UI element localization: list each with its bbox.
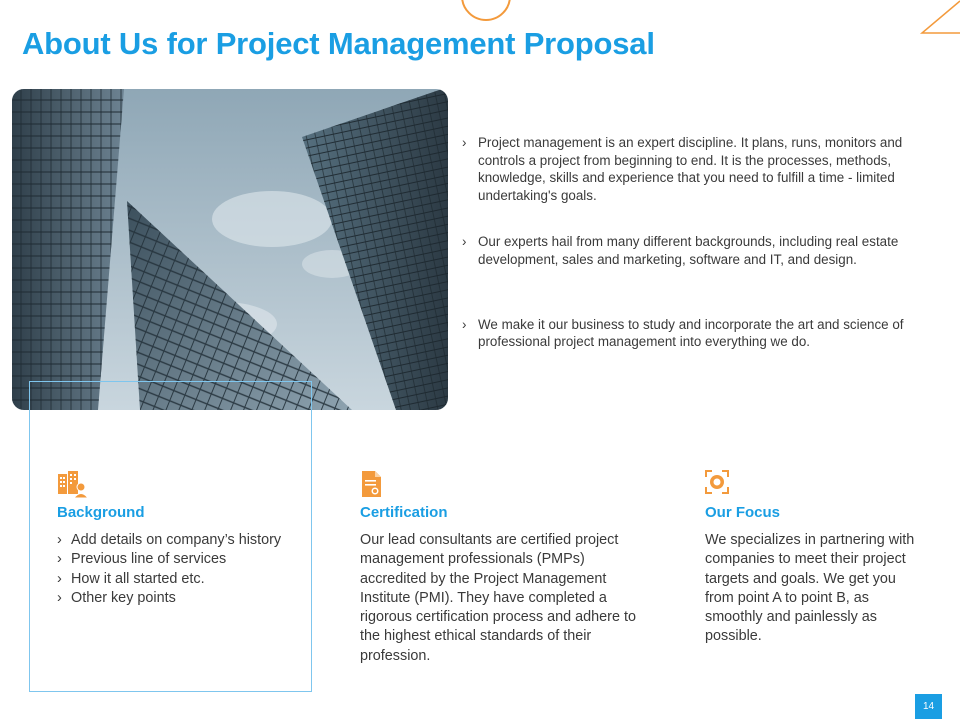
- certification-section: [360, 470, 660, 666]
- list-item-text: Previous line of services: [71, 551, 227, 568]
- background-heading: Background: [57, 504, 145, 521]
- list-item: [462, 233, 947, 268]
- page-number-badge: 14: [915, 694, 942, 719]
- certification-text: Our lead consultants are certified project management professionals (PMPs) accredited by the Project Management Institute (PMI). They have completed a rigorous certification process and adhere to the highest ethical standards of their profession.: [360, 532, 636, 664]
- list-item: [57, 589, 312, 608]
- buildings-user-icon: [57, 470, 87, 498]
- chevron-right-icon: ›: [57, 551, 62, 568]
- decorative-circle: [461, 0, 511, 21]
- focus-text: We specializes in partnering with companies to meet their project targets and goals. We get you from point A to point B, as smoothly and painlessly as possible.: [705, 532, 915, 645]
- list-item: [57, 570, 312, 589]
- chevron-right-icon: ›: [462, 234, 467, 250]
- list-item: [57, 531, 312, 550]
- certification-heading: Certification: [360, 504, 448, 521]
- intro-bullet-list: [462, 134, 947, 351]
- list-item-text: Add details on company’s history: [71, 532, 282, 548]
- chevron-right-icon: ›: [462, 316, 467, 332]
- background-list: [57, 531, 312, 608]
- list-item: [57, 550, 312, 569]
- focus-target-icon: [705, 470, 735, 498]
- decorative-triangle: [918, 0, 960, 34]
- list-item-text: Other key points: [71, 589, 176, 606]
- bullet-text: Our experts hail from many different backgrounds, including real estate development, sales and marketing, software and IT, and design.: [478, 234, 899, 267]
- focus-heading: Our Focus: [705, 504, 781, 521]
- background-section: [57, 470, 312, 608]
- bullet-text: We make it our business to study and incorporate the art and science of professional project management into everything we do.: [478, 316, 904, 350]
- chevron-right-icon: ›: [57, 570, 62, 587]
- list-item: [462, 134, 947, 204]
- chevron-right-icon: ›: [57, 589, 62, 606]
- chevron-right-icon: ›: [462, 135, 467, 150]
- list-item-text: How it all started etc.: [71, 570, 205, 587]
- certificate-document-icon: [360, 470, 390, 498]
- bullet-text: Project management is an expert discipline. It plans, runs, monitors and controls a project from beginning to end. It is the processes, methods, knowledge, skills and experience that you need to fulfill a time - limited undertaking's goals.: [478, 135, 903, 203]
- chevron-right-icon: ›: [57, 532, 62, 548]
- skyscraper-photo: [12, 89, 448, 410]
- slide-title: About Us for Project Management Proposal: [22, 26, 655, 61]
- list-item: [462, 316, 947, 351]
- focus-section: [705, 470, 925, 647]
